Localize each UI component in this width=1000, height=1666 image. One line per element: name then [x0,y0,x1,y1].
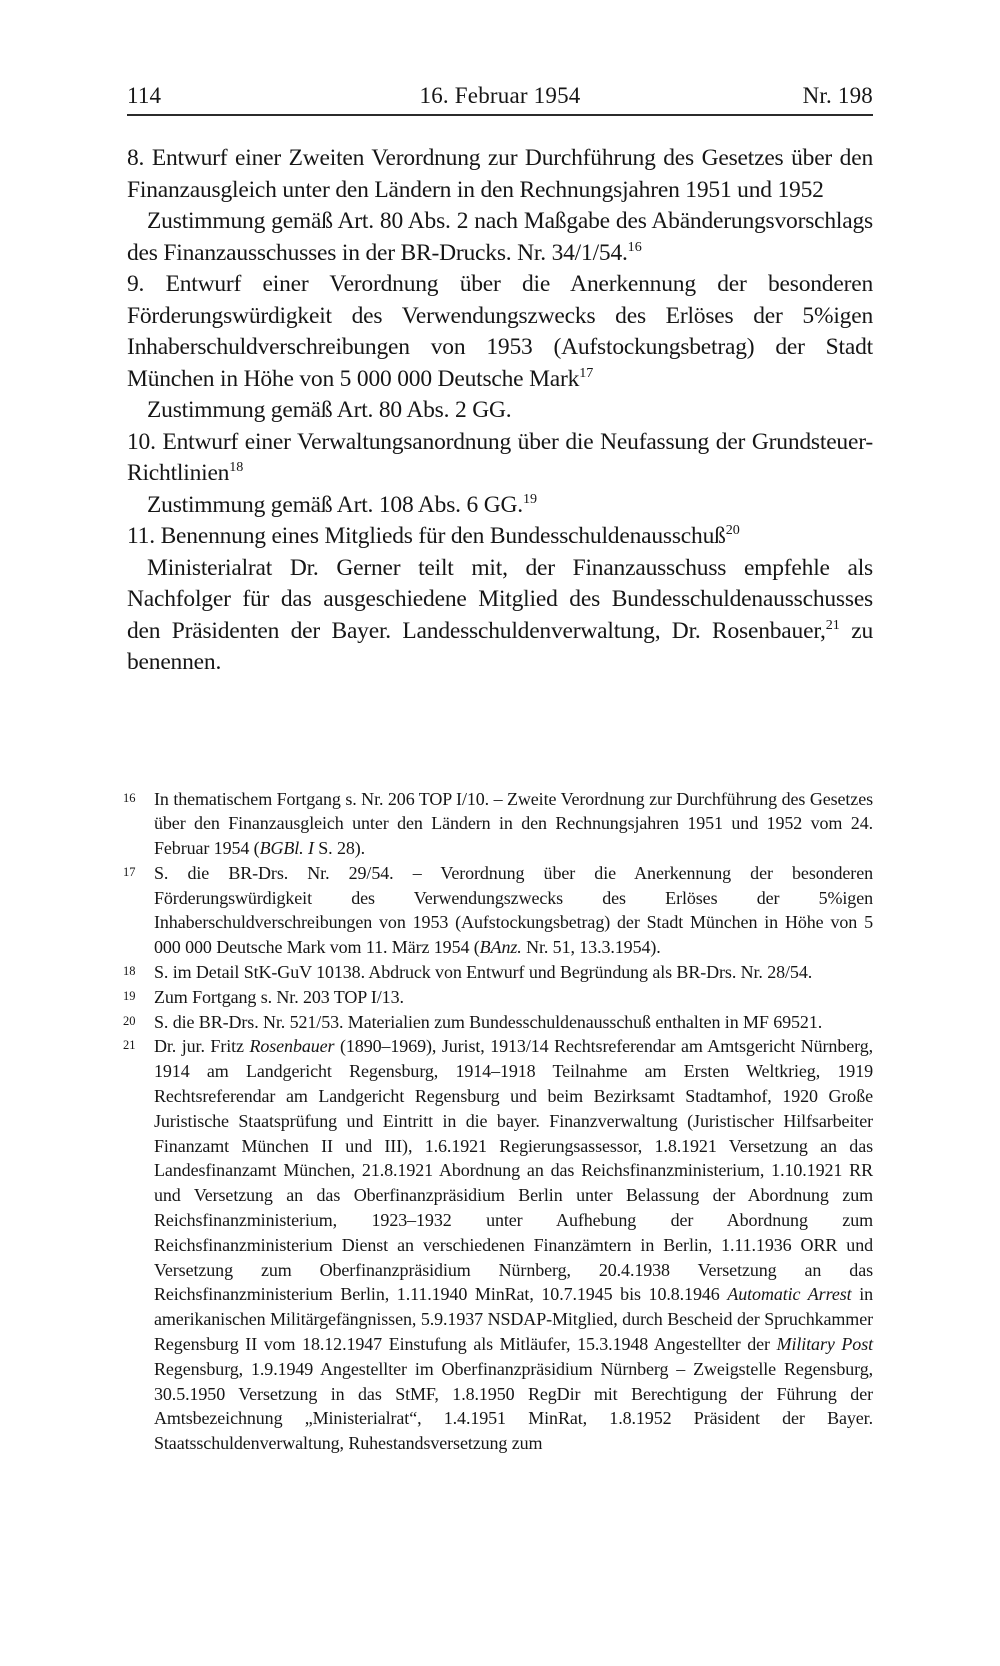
text-run: Zum Fortgang s. Nr. 203 TOP I/13. [154,986,404,1007]
footnote-17 [123,861,873,960]
footnote-number: 16 [123,790,136,805]
footnote-text [154,1012,822,1032]
footnote-text [154,1036,873,1453]
footnote-number: 18 [123,964,136,979]
footnote-21 [123,1034,873,1456]
footnote-list [123,787,873,1457]
paragraph-5 [127,427,873,490]
footnote-text [154,987,404,1007]
paragraph-3 [127,269,873,395]
footnote-number: 21 [123,1038,136,1053]
paragraph-7 [127,521,873,553]
footnote-ref: 16 [627,238,642,255]
footnote-number: 20 [123,1013,136,1028]
italic-text: Rosenbauer [249,1036,335,1057]
text-block [123,83,873,1456]
footnote-text [154,863,873,957]
text-run: In thematischem Fortgang s. Nr. 206 TOP I/10. – Zweite Verordnung zur Durchführung des Gesetzes über den Finanzausgleich unter den Ländern in den Rechnungsjahren 1951 und 1952 vom 24. Februar 1954 ( [154,788,873,859]
footnote-ref: 17 [579,364,594,381]
text-run: 11. Benennung eines Mitglieds für den Bundesschuldenausschuß [127,523,726,549]
italic-text: BGBl. I [259,838,314,859]
header-rule [127,114,873,116]
text-run: S. im Detail StK-GuV 10138. Abdruck von Entwurf und Begründung als BR-Drs. Nr. 28/54. [154,962,813,983]
footnote-20 [123,1010,873,1035]
text-run: Zustimmung gemäß Art. 80 Abs. 2 nach Maßgabe des Abänderungsvorschlags des Finanzausschusses in der BR-Drucks. Nr. 34/1/54. [127,208,873,266]
text-run: (1890–1969), Jurist, 1913/14 Rechtsreferendar am Amtsgericht Nürnberg, 1914 am Landgericht Regensburg, 1914–1918 Teilnahme am Ersten Weltkrieg, 1919 Rechtsreferendar am Landgericht Regensburg und beim Bezirksamt Stadtamhof, 1920 Große Juristische Staatsprüfung und Eintritt in die bayer. Finanzverwaltung (Juristischer Hilfsarbeiter Finanzamt München II und III), 1.6.1921 Regierungsassessor, 1.8.1921 Versetzung an das Landesfinanzamt München, 21.8.1921 Abordnung an das Reichsfinanzministerium, 1.10.1921 RR und Versetzung an das Oberfinanzpräsidium Berlin unter Belassung der Abordnung zum Reichsfinanzministerium, 1923–1932 unter Aufhebung der Abordnung zum Reichsfinanzministerium Dienst an verschiedenen Finanzämtern in Berlin, 1.11.1936 ORR und Versetzung zum Oberfinanzpräsidium Nürnberg, 20.4.1938 Versetzung an das Reichsfinanzministerium Berlin, 1.11.1940 MinRat, 10.7.1945 bis 10.8.1946 [154,1036,873,1305]
footnote-ref: 18 [229,459,244,476]
paragraph-2 [127,206,873,269]
footnote-number: 19 [123,988,136,1003]
text-run: S. die BR-Drs. Nr. 521/53. Materialien zum Bundesschuldenausschuß enthalten in MF 69521. [154,1011,823,1032]
footnote-text [154,962,812,982]
text-run: S. 28). [313,838,366,859]
paragraph-8 [127,553,873,679]
footnote-18 [123,960,873,985]
paragraph-1 [127,143,873,206]
text-run: in amerikanischen Militärgefängnissen, 5.9.1937 NSDAP-Mitglied, durch Bescheid der Spruchkammer Regensburg II vom 18.12.1947 Einstufung als Mitläufer, 15.3.1948 Angestellter der [154,1284,873,1355]
italic-text: Automatic Arrest [727,1284,852,1305]
paragraph-6 [127,490,873,522]
italic-text: Military Post [776,1334,873,1355]
text-run: Nr. 51, 13.3.1954). [521,937,661,958]
footnote-number: 17 [123,864,136,879]
footnote-text [154,789,873,859]
paragraph-4 [127,395,873,427]
text-run: Zustimmung gemäß Art. 108 Abs. 6 GG. [147,491,523,518]
footnote-ref: 20 [725,522,740,539]
header-date: 16. Februar 1954 [419,83,581,108]
footnote-ref: 19 [522,490,538,507]
body-paragraphs [127,143,873,679]
text-run: 8. Entwurf einer Zweiten Verordnung zur Durchführung des Gesetzes über den Finanzausgleich unter den Ländern in den Rechnungsjahren 1951 und 1952 [127,145,873,203]
text-run: 9. Entwurf einer Verordnung über die Anerkennung der besonderen Förderungswürdigkeit des Verwendungszwecks des Erlöses der 5%igen Inhaberschuldverschreibungen von 1953 (Aufstockungsbetrag) der Stadt München in Höhe von 5 000 000 Deutsche Mark [127,271,873,392]
text-run: 10. Entwurf einer Verwaltungsanordnung über die Neufassung der Grundsteuer-Richtlinien [127,428,873,486]
footnote-ref: 21 [825,616,840,633]
text-run: Ministerialrat Dr. Gerner teilt mit, der Finanzausschuss empfehle als Nachfolger für das ausgeschiedene Mitglied des Bundesschuldenausschusses den Präsidenten der Bayer. Landesschuldenverwaltung, Dr. Rosenbauer, [127,554,873,644]
text-run: Zustimmung gemäß Art. 80 Abs. 2 GG. [147,397,512,423]
text-run: Regensburg, 1.9.1949 Angestellter im Oberfinanzpräsidium Nürnberg – Zweigstelle Regensburg, 30.5.1950 Versetzung in das StMF, 1.8.1950 RegDir mit Berechtigung der Führung der Amtsbezeichnung „Ministerialrat“, 1.4.1951 MinRat, 1.8.1952 Präsident der Bayer. Staatsschuldenverwaltung, Ruhestandsversetzung zum [154,1358,873,1454]
page-number: 114 [127,83,162,108]
footnote-19 [123,985,873,1010]
text-run: Dr. jur. Fritz [154,1036,250,1057]
text-run: zu benennen. [127,617,873,675]
header-doc-number: Nr. 198 [802,83,873,108]
text-run: S. die BR-Drs. Nr. 29/54. – Verordnung über die Anerkennung der besonderen Förderungswürdigkeit des Verwendungszwecks des Erlöses der 5%igen Inhaberschuldverschreibungen von 1953 (Aufstockungsbetrag) der Stadt München in Höhe von 5 000 000 Deutsche Mark vom 11. März 1954 ( [154,862,873,958]
page-header [127,84,873,108]
footnote-16 [123,787,873,861]
italic-text: BAnz. [479,937,522,958]
